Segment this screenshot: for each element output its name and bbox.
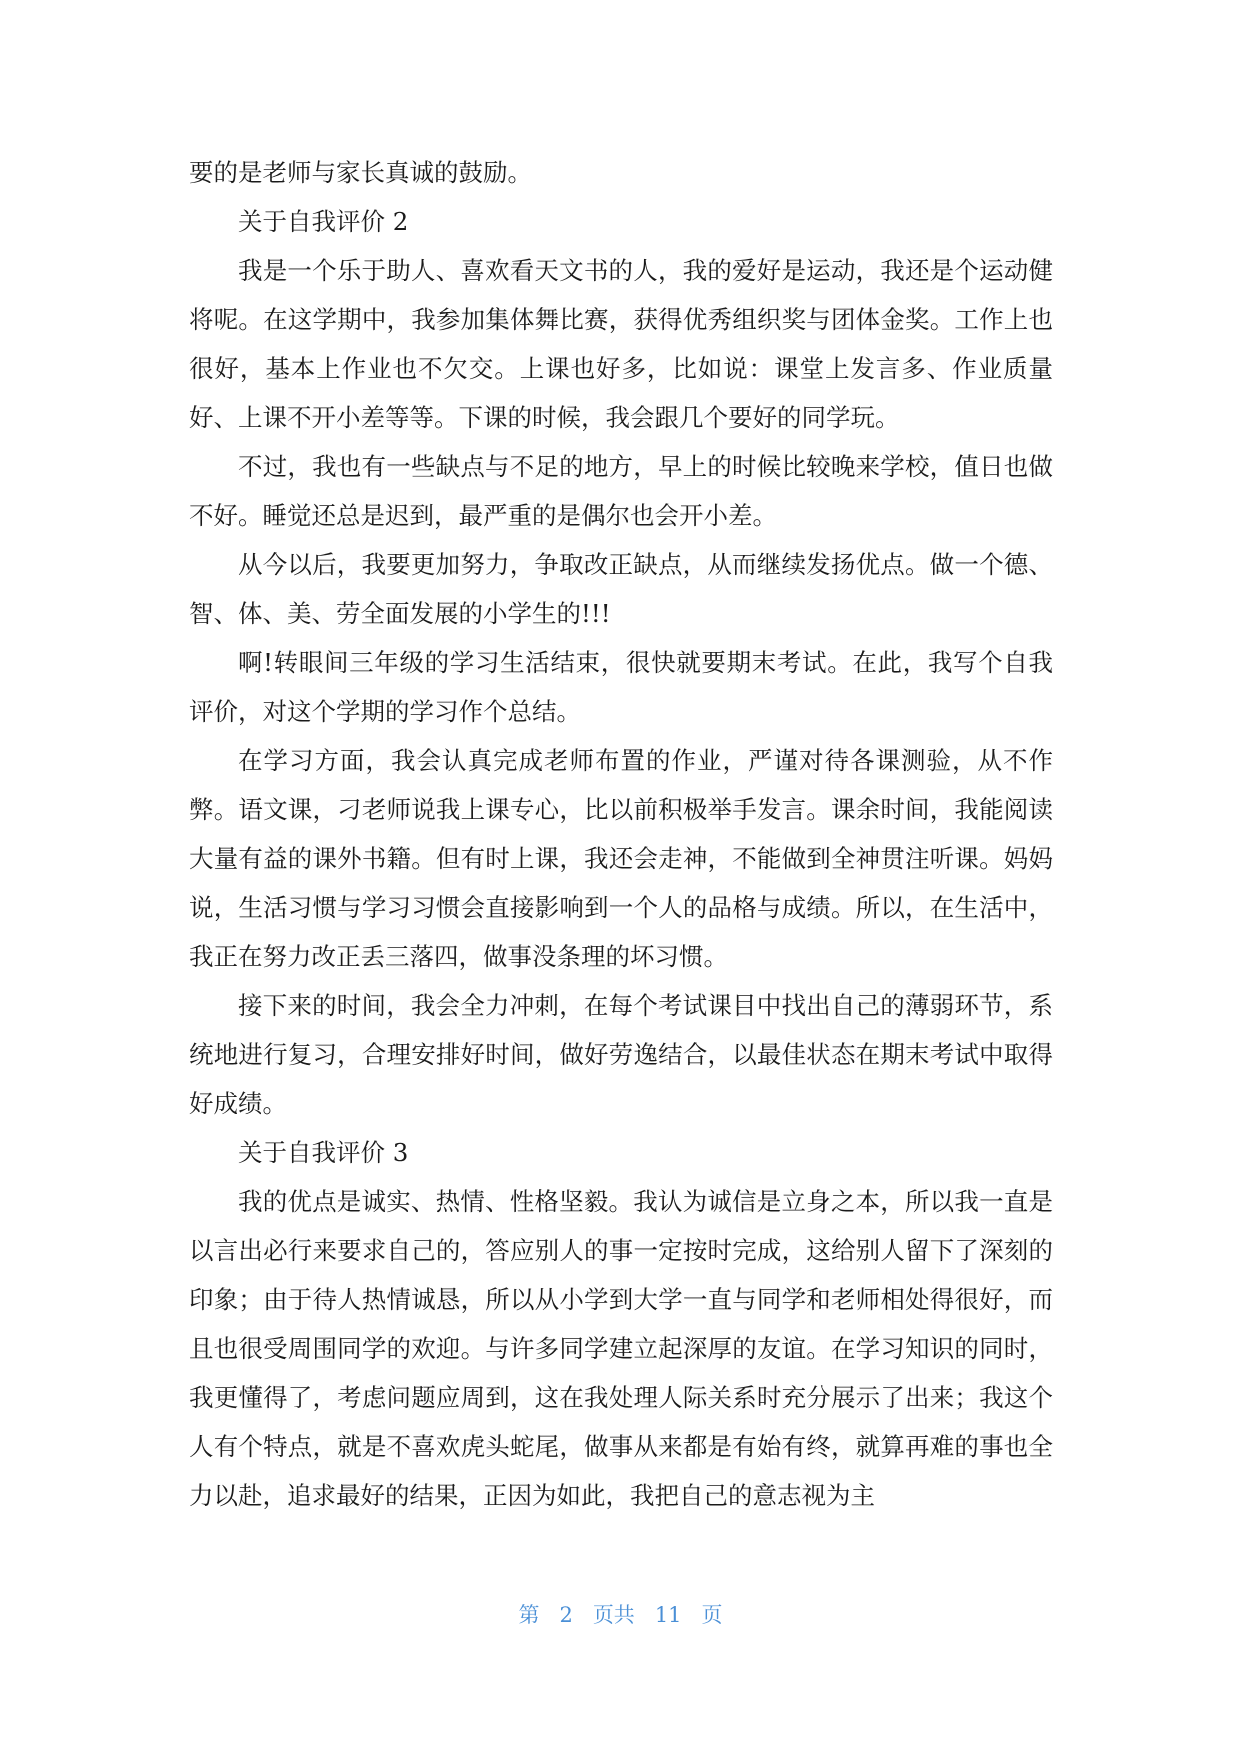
footer-current-page: 2 [559,1603,573,1627]
section-heading-2: 关于自我评价 2 [238,207,409,236]
footer-label-total: 页共 [592,1603,635,1627]
paragraph: 接下来的时间，我会全力冲刺，在每个考试课目中找出自己的薄弱环节，系统地进行复习，合理安排好时间，做好劳逸结合，以最佳状态在期末考试中取得好成绩。 [189,991,1053,1118]
footer-label-page: 第 [518,1603,540,1627]
paragraph: 我的优点是诚实、热情、性格坚毅。我认为诚信是立身之本，所以我一直是以言出必行来要求自己的，答应别人的事一定按时完成，这给别人留下了深刻的印象；由于待人热情诚恳，所以从小学到大学一直与同学和老师相处得很好，而且也很受周围同学的欢迎。与许多同学建立起深厚的友谊。在学习知识的同时，我更懂得了，考虑问题应周到，这在我处理人际关系时充分展示了出来；我这个人有个特点，就是不喜欢虎头蛇尾，做事从来都是有始有终，就算再难的事也全力以赴，追求最好的结果，正因为如此，我把自己的意志视为主 [189,1187,1053,1510]
paragraph: 从今以后，我要更加努力，争取改正缺点，从而继续发扬优点。做一个德、智、体、美、劳全面发展的小学生的!!! [189,550,1053,628]
paragraph: 不过，我也有一些缺点与不足的地方，早上的时候比较晚来学校，值日也做不好。睡觉还总是迟到，最严重的是偶尔也会开小差。 [189,452,1053,530]
paragraph: 啊!转眼间三年级的学习生活结束，很快就要期末考试。在此，我写个自我评价，对这个学期的学习作个总结。 [189,648,1053,726]
footer-label-end: 页 [701,1603,723,1627]
footer-total-pages: 11 [654,1603,682,1627]
paragraph-continuation: 要的是老师与家长真诚的鼓励。 [189,158,532,187]
paragraph: 在学习方面，我会认真完成老师布置的作业，严谨对待各课测验，从不作弊。语文课，刁老师说我上课专心，比以前积极举手发言。课余时间，我能阅读大量有益的课外书籍。但有时上课，我还会走神，不能做到全神贯注听课。妈妈说，生活习惯与学习习惯会直接影响到一个人的品格与成绩。所以，在生活中，我正在努力改正丢三落四，做事没条理的坏习惯。 [189,746,1053,971]
paragraph: 我是一个乐于助人、喜欢看天文书的人，我的爱好是运动，我还是个运动健将呢。在这学期中，我参加集体舞比赛，获得优秀组织奖与团体金奖。工作上也很好，基本上作业也不欠交。上课也好多，比如说：课堂上发言多、作业质量好、上课不开小差等等。下课的时候，我会跟几个要好的同学玩。 [189,256,1053,432]
document-body [189,148,1053,1520]
section-heading-3: 关于自我评价 3 [238,1138,409,1167]
page-footer [0,1600,1241,1630]
